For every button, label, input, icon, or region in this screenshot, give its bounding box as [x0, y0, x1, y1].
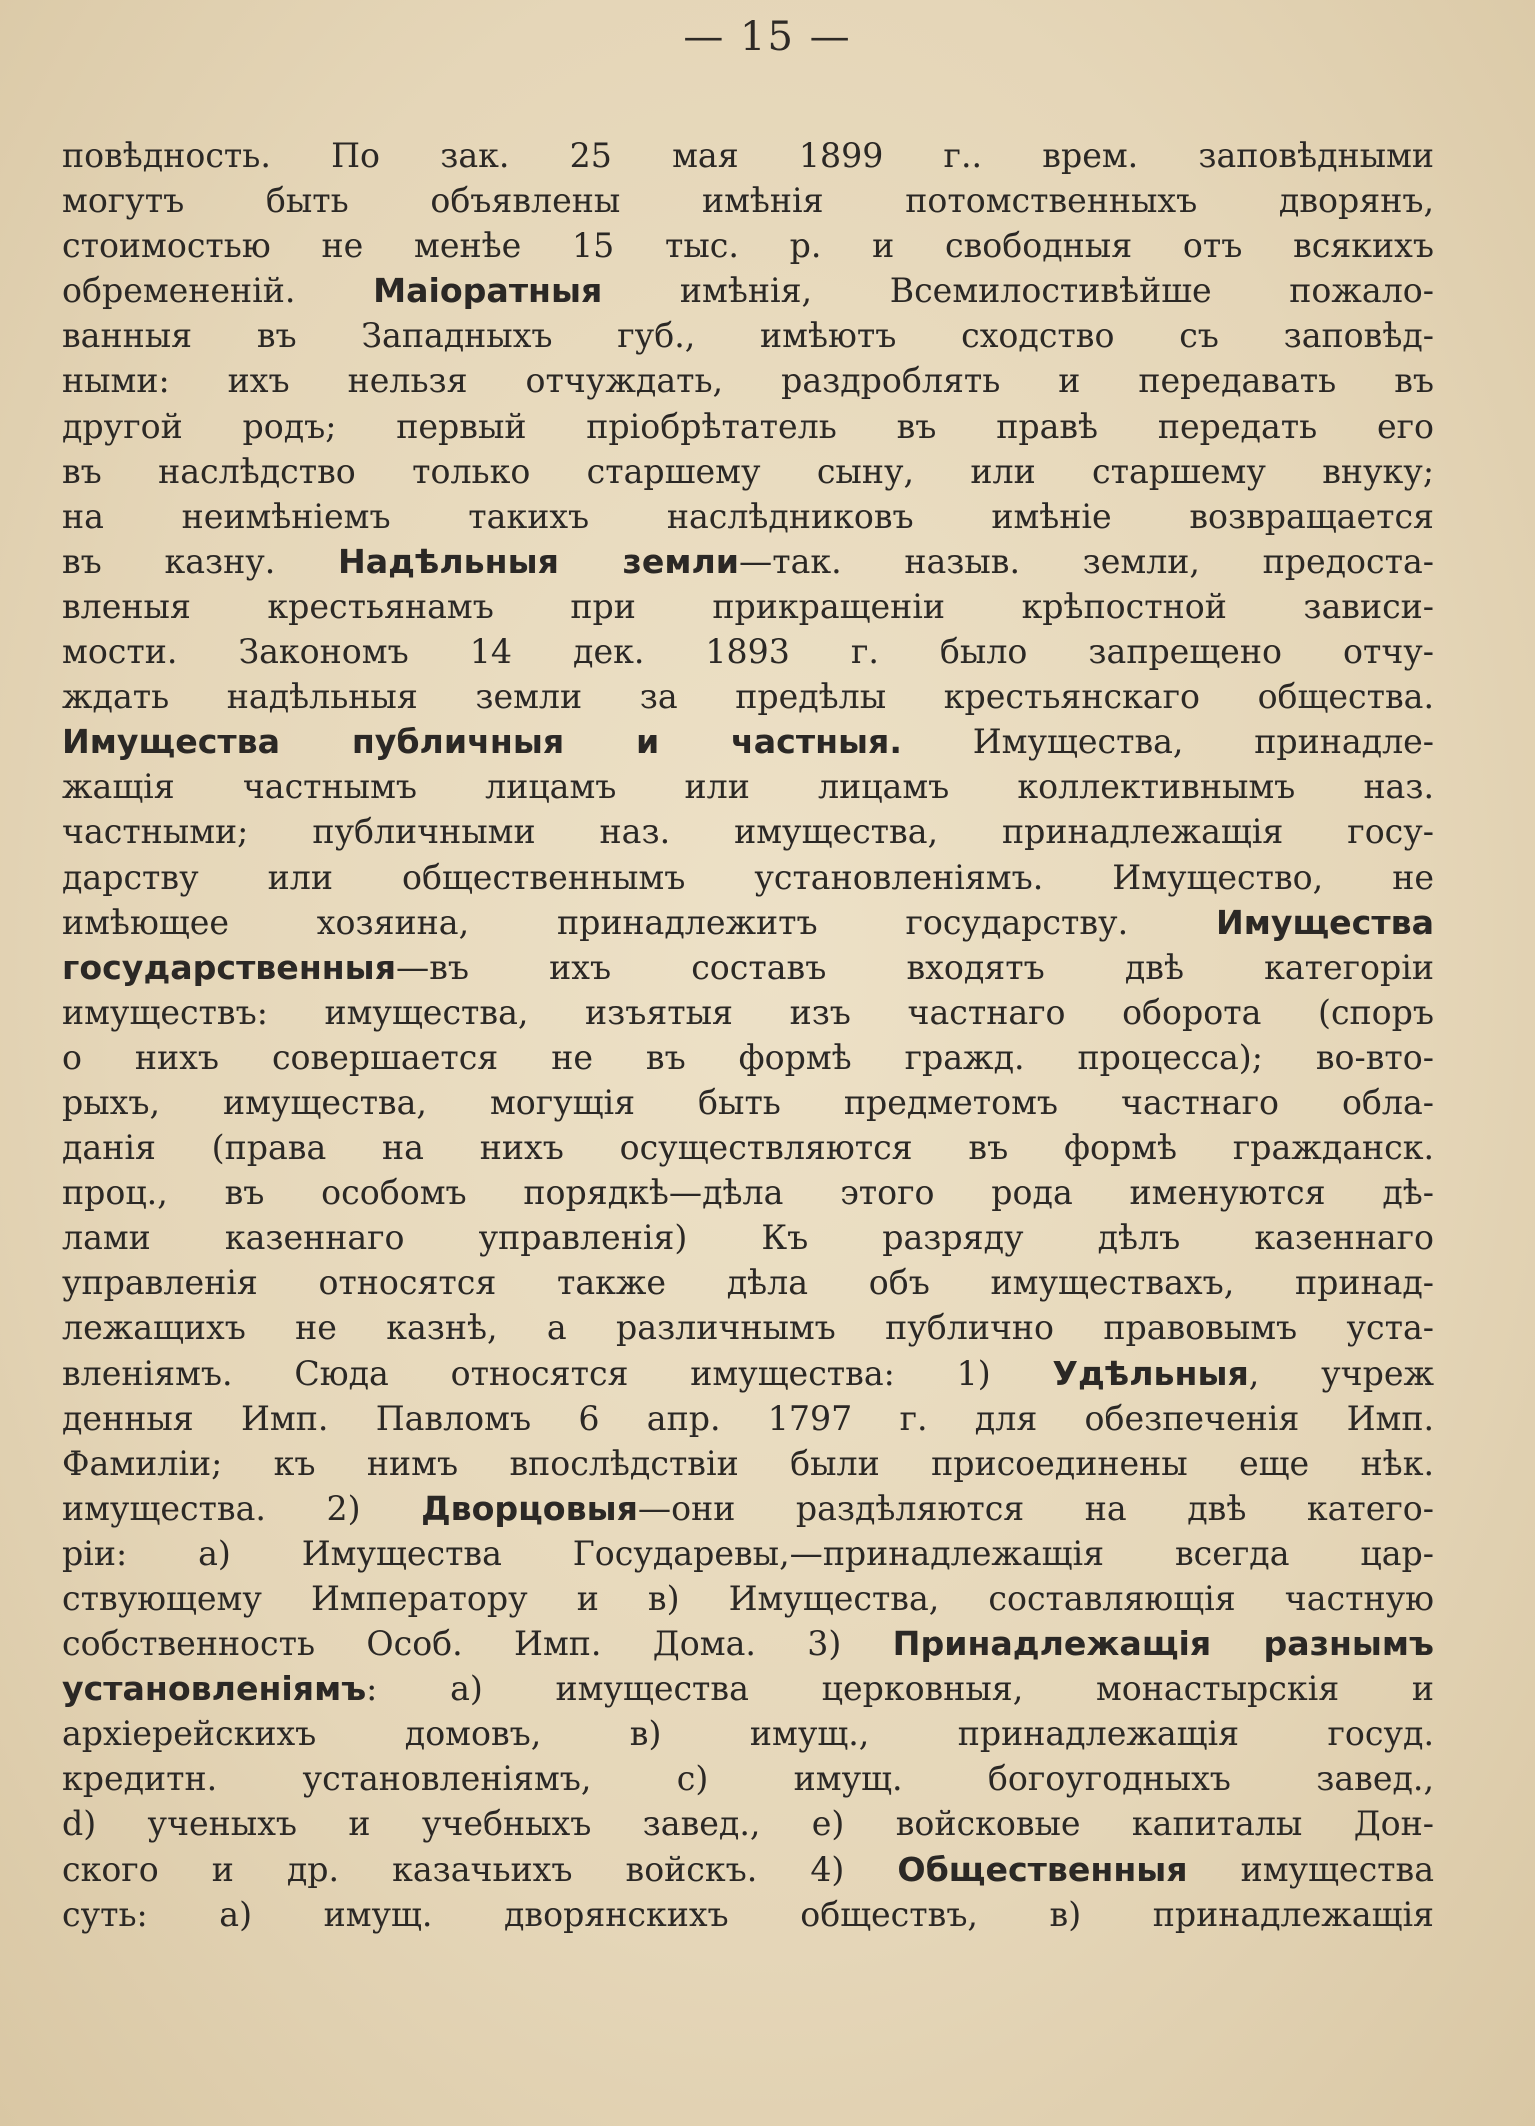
- text-line: [62, 900, 1434, 945]
- text-line: [62, 1035, 1434, 1080]
- text-run: —так. назыв. земли, предоста-: [739, 541, 1434, 581]
- text-line: [62, 990, 1434, 1035]
- text-line: [62, 809, 1434, 854]
- text-line: [62, 629, 1434, 674]
- text-run: ными: ихъ нельзя отчуждать, раздроблять и передавать въ: [62, 361, 1434, 401]
- text-run: обремененій.: [62, 271, 374, 311]
- text-run: , учреж: [1248, 1353, 1434, 1393]
- text-run: другой родъ; первый пріобрѣтатель въ правѣ передать его: [62, 406, 1434, 446]
- text-line: [62, 1621, 1434, 1666]
- text-line: [62, 1080, 1434, 1125]
- text-run: кредитн. установленіямъ, с) имущ. богоугодныхъ завед.,: [62, 1759, 1434, 1799]
- text-line: [62, 1170, 1434, 1215]
- text-line: [62, 674, 1434, 719]
- text-run: ріи: а) Имущества Государевы,—принадлежащія всегда цар-: [62, 1533, 1434, 1573]
- text-line: [62, 1305, 1434, 1350]
- bold-term: Принадлежащія разнымъ: [892, 1624, 1434, 1664]
- bold-term: Общественныя: [897, 1849, 1188, 1889]
- text-line: [62, 223, 1434, 268]
- text-run: ждать надѣльныя земли за предѣлы крестьянскаго общества.: [62, 677, 1434, 717]
- text-line: [62, 1396, 1434, 1441]
- text-run: : а) имущества церковныя, монастырскія и: [366, 1669, 1434, 1709]
- text-run: суть: а) имущ. дворянскихъ обществъ, в) принадлежащія: [62, 1894, 1434, 1934]
- text-run: мости. Закономъ 14 дек. 1893 г. было запрещено отчу-: [62, 632, 1434, 672]
- text-run: повѣдность. По зак. 25 мая 1899 г.. врем. заповѣдными: [62, 136, 1434, 175]
- text-run: жащія частнымъ лицамъ или лицамъ коллективнымъ наз.: [62, 767, 1434, 807]
- text-run: лами казеннаго управленія) Къ разряду дѣлъ казеннаго: [62, 1218, 1434, 1258]
- text-line: [62, 449, 1434, 494]
- text-line: [62, 1531, 1434, 1576]
- text-line: [62, 494, 1434, 539]
- text-line: [62, 1215, 1434, 1260]
- bold-term: Надѣльныя земли: [337, 541, 740, 581]
- text-run: имѣющее хозяина, принадлежитъ государству.: [62, 902, 1216, 942]
- body-text: [62, 133, 1434, 1937]
- bold-term: Дворцовыя: [421, 1488, 638, 1528]
- text-line: [62, 855, 1434, 900]
- text-line: [62, 539, 1434, 584]
- text-line: [62, 1125, 1434, 1170]
- text-run: лежащихъ не казнѣ, а различнымъ публично правовымъ уста-: [62, 1308, 1434, 1348]
- bold-term: Удѣльныя: [1052, 1353, 1249, 1393]
- text-line: [62, 1892, 1434, 1937]
- bold-term: Имущества: [1215, 902, 1434, 942]
- text-line: [62, 1486, 1434, 1531]
- text-run: въ казну.: [62, 541, 338, 581]
- text-run: управленія относятся также дѣла объ имуществахъ, принад-: [62, 1263, 1434, 1303]
- page-number: — 15 —: [683, 14, 852, 60]
- text-line: [62, 1711, 1434, 1756]
- text-run: о нихъ совершается не въ формѣ гражд. процесса); во-вто-: [62, 1037, 1434, 1077]
- text-run: —въ ихъ составъ входятъ двѣ категоріи: [396, 947, 1434, 987]
- text-line: [62, 268, 1434, 313]
- text-run: вленыя крестьянамъ при прикращеніи крѣпостной зависи-: [62, 586, 1434, 626]
- bold-term: государственныя: [62, 947, 396, 987]
- text-line: [62, 358, 1434, 403]
- text-run: Фамиліи; къ нимъ впослѣдствіи были присоединены еще нѣк.: [62, 1443, 1434, 1483]
- text-run: вленіямъ. Сюда относятся имущества: 1): [62, 1353, 1053, 1393]
- text-run: денныя Имп. Павломъ 6 апр. 1797 г. для обезпеченія Имп.: [62, 1398, 1434, 1438]
- bold-term: Имущества публичныя и частныя.: [62, 722, 902, 762]
- text-run: d) ученыхъ и учебныхъ завед., е) войсковые капиталы Дон-: [62, 1804, 1434, 1844]
- text-line: [62, 1801, 1434, 1846]
- text-run: архіерейскихъ домовъ, в) имущ., принадлежащія госуд.: [62, 1714, 1434, 1754]
- text-line: [62, 1847, 1434, 1892]
- text-line: [62, 404, 1434, 449]
- text-run: ствующему Императору и в) Имущества, составляющія частную: [62, 1579, 1434, 1618]
- text-line: [62, 945, 1434, 990]
- text-line: [62, 1260, 1434, 1305]
- text-run: частными; публичными наз. имущества, принадлежащія госу-: [62, 812, 1434, 852]
- text-run: ского и др. казачьихъ войскъ. 4): [62, 1849, 898, 1889]
- text-run: имущества: [1187, 1849, 1434, 1889]
- text-run: имуществъ: имущества, изъятыя изъ частнаго оборота (споръ: [62, 992, 1434, 1032]
- text-run: собственность Особ. Имп. Дома. 3): [62, 1624, 893, 1664]
- text-run: —они раздѣляются на двѣ катего-: [637, 1488, 1434, 1528]
- text-run: ванныя въ Западныхъ губ., имѣютъ сходство съ заповѣд-: [62, 316, 1434, 356]
- text-run: имѣнія, Всемилостивѣйше пожало-: [602, 271, 1434, 311]
- text-line: [62, 719, 1434, 764]
- text-run: имущества. 2): [62, 1488, 422, 1528]
- text-line: [62, 313, 1434, 358]
- text-run: въ наслѣдство только старшему сыну, или старшему внуку;: [62, 451, 1434, 491]
- text-line: [62, 133, 1434, 178]
- text-line: [62, 178, 1434, 223]
- text-run: данія (права на нихъ осуществляются въ формѣ гражданск.: [62, 1128, 1434, 1168]
- text-run: на неимѣніемъ такихъ наслѣдниковъ имѣніе возвращается: [62, 496, 1434, 536]
- text-line: [62, 764, 1434, 809]
- text-run: рыхъ, имущества, могущія быть предметомъ частнаго обла-: [62, 1082, 1434, 1122]
- text-run: дарству или общественнымъ установленіямъ. Имущество, не: [62, 857, 1434, 897]
- bold-term: установленіямъ: [62, 1669, 367, 1709]
- text-run: Имущества, принадле-: [901, 722, 1434, 762]
- text-run: стоимостью не менѣе 15 тыс. р. и свободныя отъ всякихъ: [62, 226, 1434, 266]
- text-line: [62, 1351, 1434, 1396]
- text-run: проц., въ особомъ порядкѣ—дѣла этого рода именуются дѣ-: [62, 1173, 1434, 1213]
- text-line: [62, 1441, 1434, 1486]
- text-run: могутъ быть объявлены имѣнія потомственныхъ дворянъ,: [62, 181, 1434, 221]
- text-line: [62, 584, 1434, 629]
- text-line: [62, 1756, 1434, 1801]
- text-line: [62, 1576, 1434, 1621]
- bold-term: Маіоратныя: [373, 271, 603, 311]
- text-line: [62, 1666, 1434, 1711]
